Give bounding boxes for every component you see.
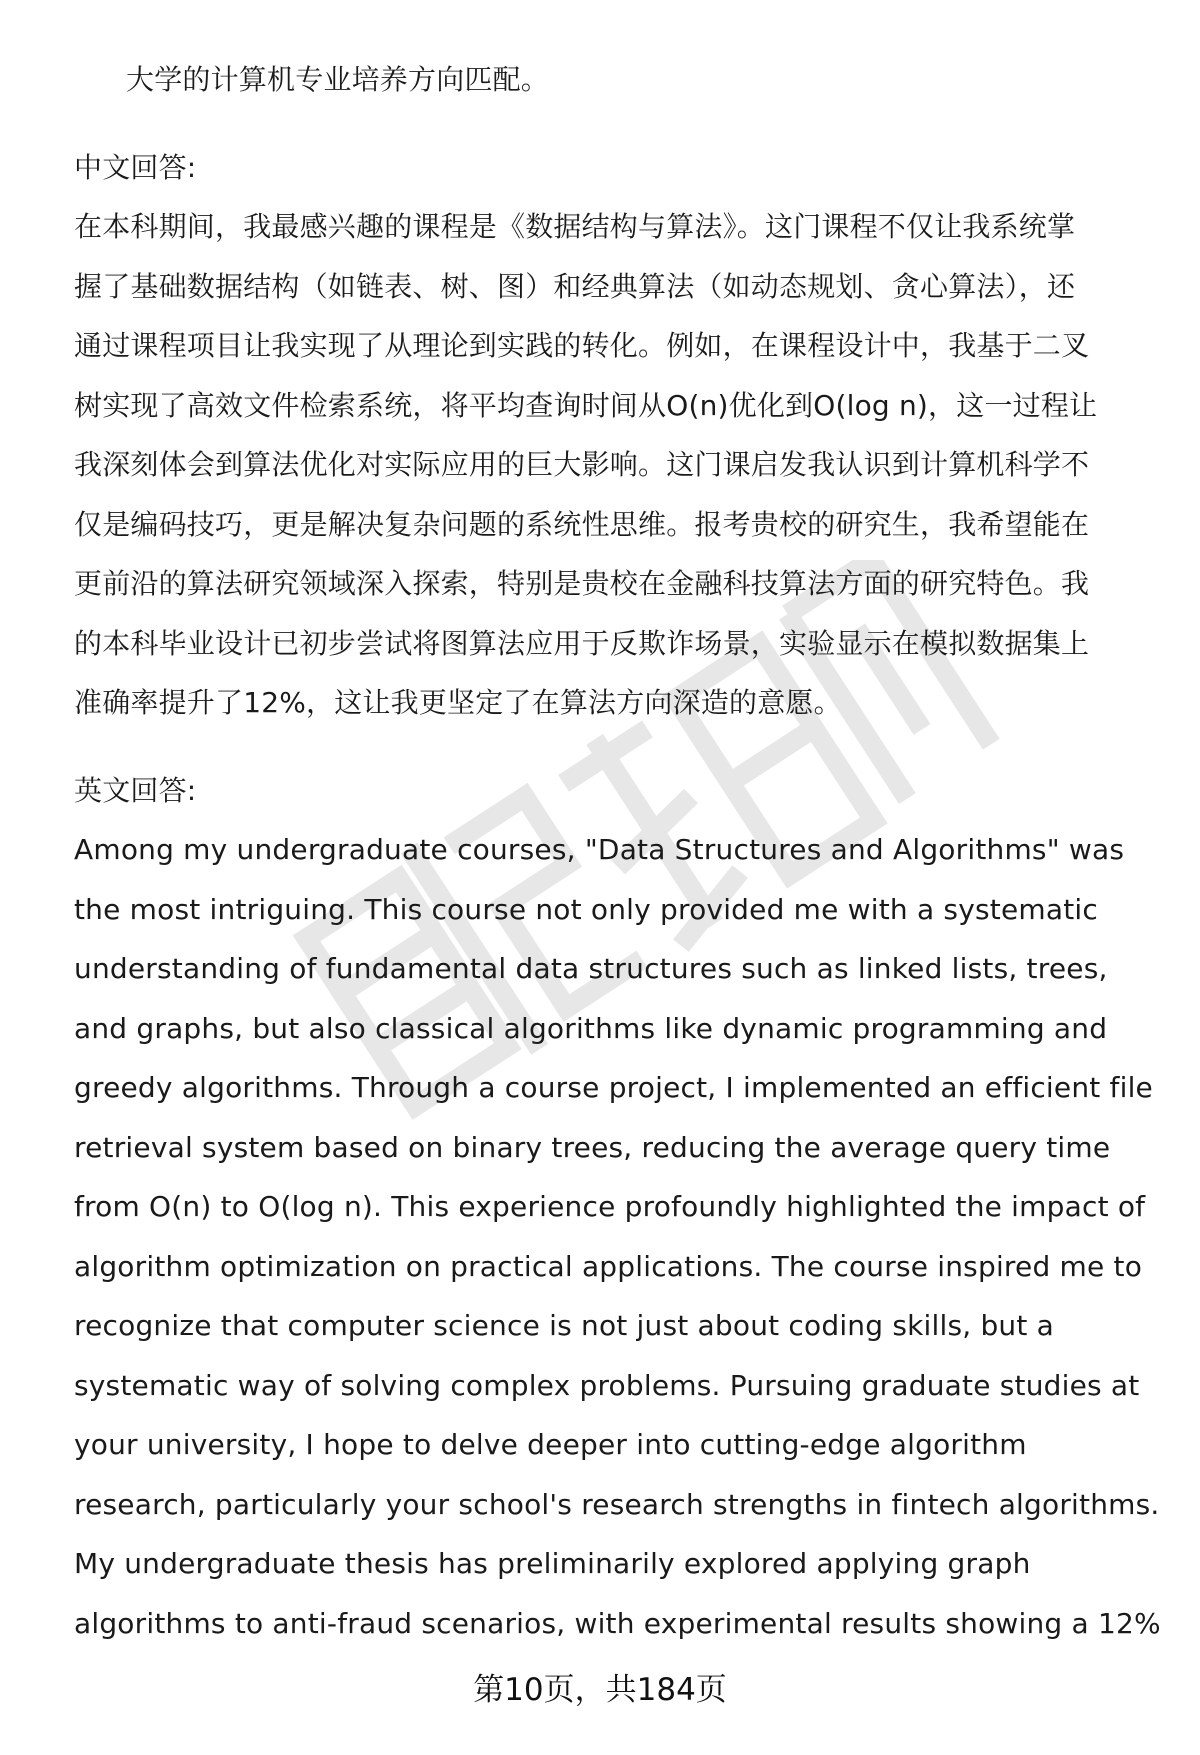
text-line: 我深刻体会到算法优化对实际应用的巨大影响。这门课启发我认识到计算机科学不	[74, 448, 1090, 481]
text-line: 仅是编码技巧，更是解决复杂问题的系统性思维。报考贵校的研究生，我希望能在	[74, 507, 1090, 541]
intro-paragraph	[74, 50, 1154, 110]
text-line: 通过课程项目让我实现了从理论到实践的转化。例如，在课程设计中，我基于二叉	[74, 329, 1090, 362]
chinese-answer-paragraph	[74, 197, 1154, 733]
text-line: 树实现了高效文件检索系统，将平均查询时间从O(n)优化到O(log n)，这一过程让	[74, 388, 1098, 422]
text-line: 的本科毕业设计已初步尝试将图算法应用于反欺诈场景，实验显示在模拟数据集上	[74, 626, 1090, 660]
text-line: 握了基础数据结构（如链表、树、图）和经典算法（如动态规划、贪心算法），还	[74, 269, 1076, 303]
text-line: 准确率提升了12%，这让我更坚定了在算法方向深造的意愿。	[74, 686, 842, 719]
document-body	[74, 50, 1161, 1653]
english-answer-heading: 英文回答:	[74, 773, 197, 807]
english-answer-paragraph	[74, 820, 1161, 1653]
text-line: and graphs, but also classical algorithms like dynamic programming and	[74, 1011, 1108, 1045]
text-line: algorithms to anti-fraud scenarios, with experimental results showing a 12%	[74, 1606, 1161, 1640]
text-line: your university, I hope to delve deeper into cutting-edge algorithm	[74, 1428, 1027, 1461]
text-line: understanding of fundamental data structures such as linked lists, trees,	[74, 952, 1108, 985]
page-number-footer: 第10页，共184页	[473, 1672, 727, 1708]
text-line: recognize that computer science is not just about coding skills, but a	[74, 1309, 1055, 1342]
text-line: greedy algorithms. Through a course project, I implemented an efficient file	[74, 1071, 1153, 1104]
text-line: My undergraduate thesis has preliminarily explored applying graph	[74, 1547, 1031, 1580]
text-line: algorithm optimization on practical applications. The course inspired me to	[74, 1249, 1143, 1283]
text-line: 更前沿的算法研究领域深入探索，特别是贵校在金融科技算法方面的研究特色。我	[74, 567, 1090, 600]
text-line: systematic way of solving complex problems. Pursuing graduate studies at	[74, 1368, 1140, 1402]
text-line: research, particularly your school's research strengths in fintech algorithms.	[74, 1487, 1160, 1521]
text-line: 在本科期间，我最感兴趣的课程是《数据结构与算法》。这门课程不仅让我系统掌	[74, 210, 1076, 243]
text-line: Among my undergraduate courses, "Data Structures and Algorithms" was	[74, 833, 1125, 866]
text-line: from O(n) to O(log n). This experience profoundly highlighted the impact of	[74, 1190, 1146, 1223]
text-line: retrieval system based on binary trees, reducing the average query time	[74, 1130, 1111, 1164]
text-line: the most intriguing. This course not only provided me with a systematic	[74, 892, 1098, 926]
chinese-answer-heading: 中文回答:	[74, 150, 197, 184]
text-line: 大学的计算机专业培养方向匹配。	[126, 63, 550, 96]
